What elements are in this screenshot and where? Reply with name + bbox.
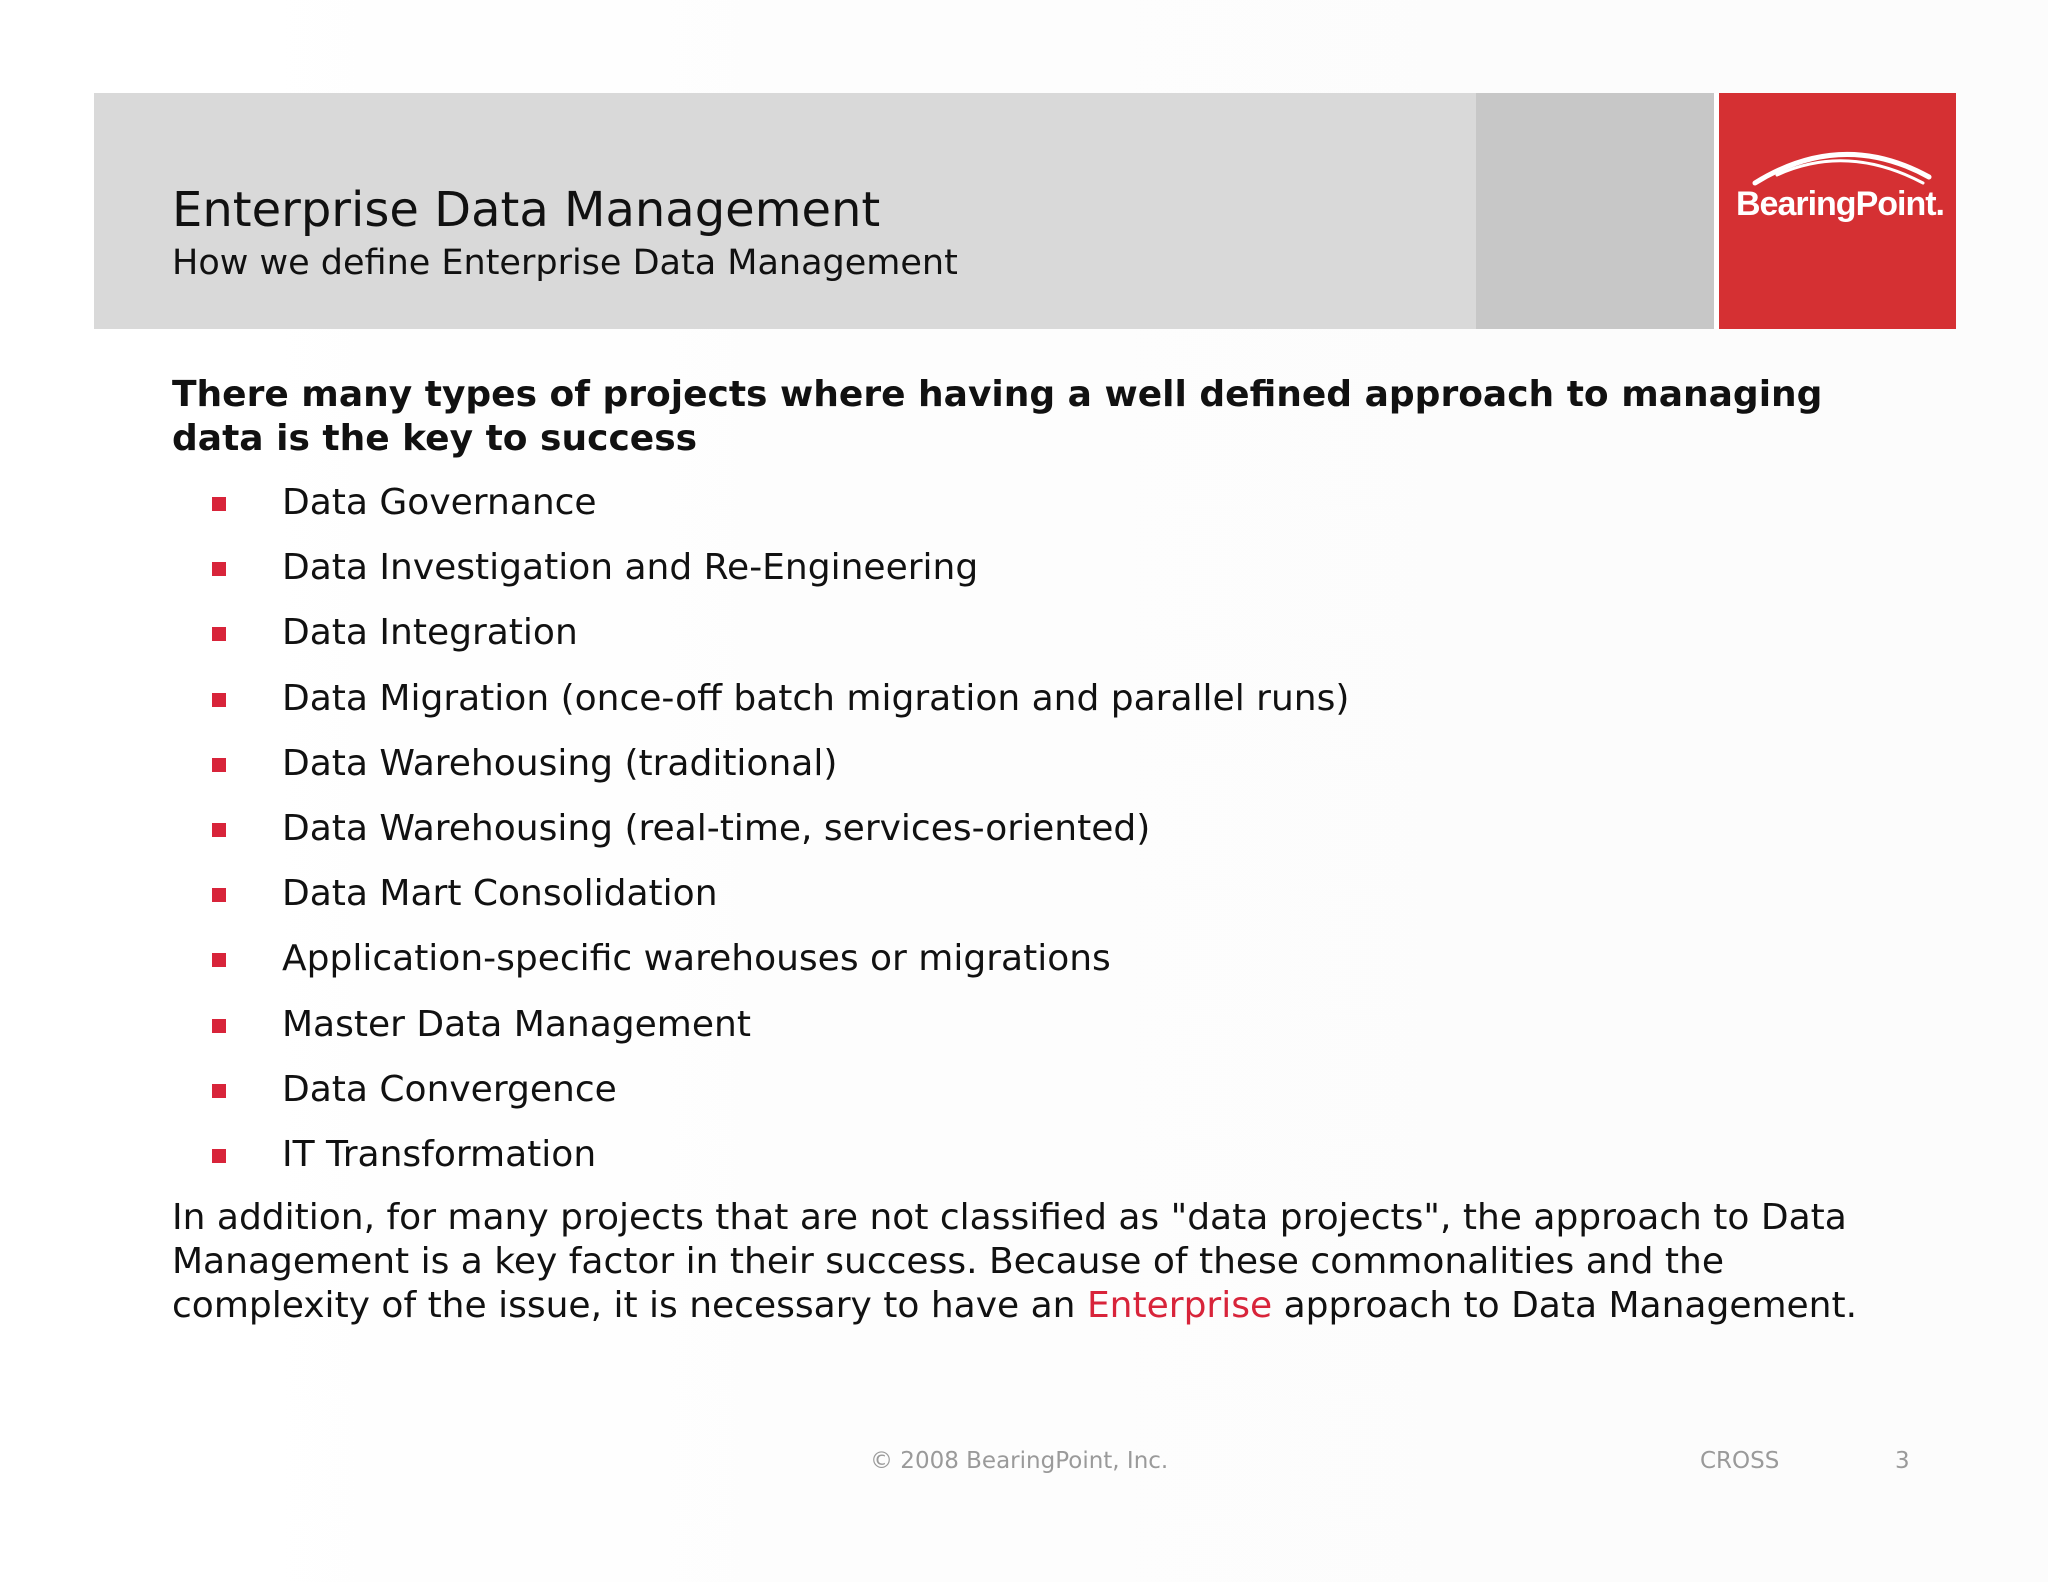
enterprise-highlight: Enterprise: [1086, 1285, 1273, 1326]
bullet-square-icon: [212, 888, 226, 902]
bullet-square-icon: [212, 823, 226, 837]
page-title: Enterprise Data Management: [172, 182, 881, 238]
list-item-text: Data Governance: [282, 482, 597, 523]
bullet-square-icon: [212, 953, 226, 967]
list-item-text: Data Warehousing (real-time, services-oriented): [282, 807, 1151, 849]
bullet-square-icon: [212, 497, 226, 511]
bullet-square-icon: [212, 627, 226, 641]
bullet-square-icon: [212, 562, 226, 576]
bullet-square-icon: [212, 693, 226, 707]
list-item-text: Application-specific warehouses or migrations: [282, 938, 1111, 980]
closing-paragraph: [172, 1196, 1932, 1328]
bullet-square-icon: [212, 1084, 226, 1098]
header-accent-panel: [1476, 93, 1714, 329]
bullet-square-icon: [212, 1019, 226, 1033]
list-item-text: Data Warehousing (traditional): [282, 742, 838, 784]
list-item-text: Data Investigation and Re-Engineering: [282, 547, 979, 589]
intro-heading: There many types of projects where having a well defined approach to managing data is the key to success: [172, 374, 1823, 459]
list-item-text: Data Mart Consolidation: [282, 873, 718, 915]
bearingpoint-logo: [1719, 93, 1956, 329]
list-item-text: IT Transformation: [282, 1133, 597, 1175]
logo-arcs-icon: [1747, 137, 1937, 187]
list-item-text: Data Integration: [282, 612, 578, 654]
page-number: 3: [1895, 1448, 1910, 1474]
closing-text-end: approach to Data Management.: [1272, 1285, 1858, 1326]
footer-label: CROSS: [1700, 1448, 1780, 1474]
bullet-square-icon: [212, 1149, 226, 1163]
list-item-text: Data Migration (once-off batch migration and parallel runs): [282, 677, 1350, 719]
list-item-text: Master Data Management: [282, 1003, 751, 1045]
list-item-text: Data Convergence: [282, 1068, 617, 1110]
closing-text-start: In addition, for many projects that are not classified as "data projects", the approach to Data Management is a key factor in their success. Because of these commonalities and the complexity of the issue, it is necessary to have an: [172, 1197, 1847, 1326]
footer-copyright: © 2008 BearingPoint, Inc.: [870, 1448, 1169, 1474]
page-subtitle: How we define Enterprise Data Management: [172, 243, 958, 283]
bullet-square-icon: [212, 758, 226, 772]
logo-text: BearingPoint.: [1735, 185, 1945, 223]
